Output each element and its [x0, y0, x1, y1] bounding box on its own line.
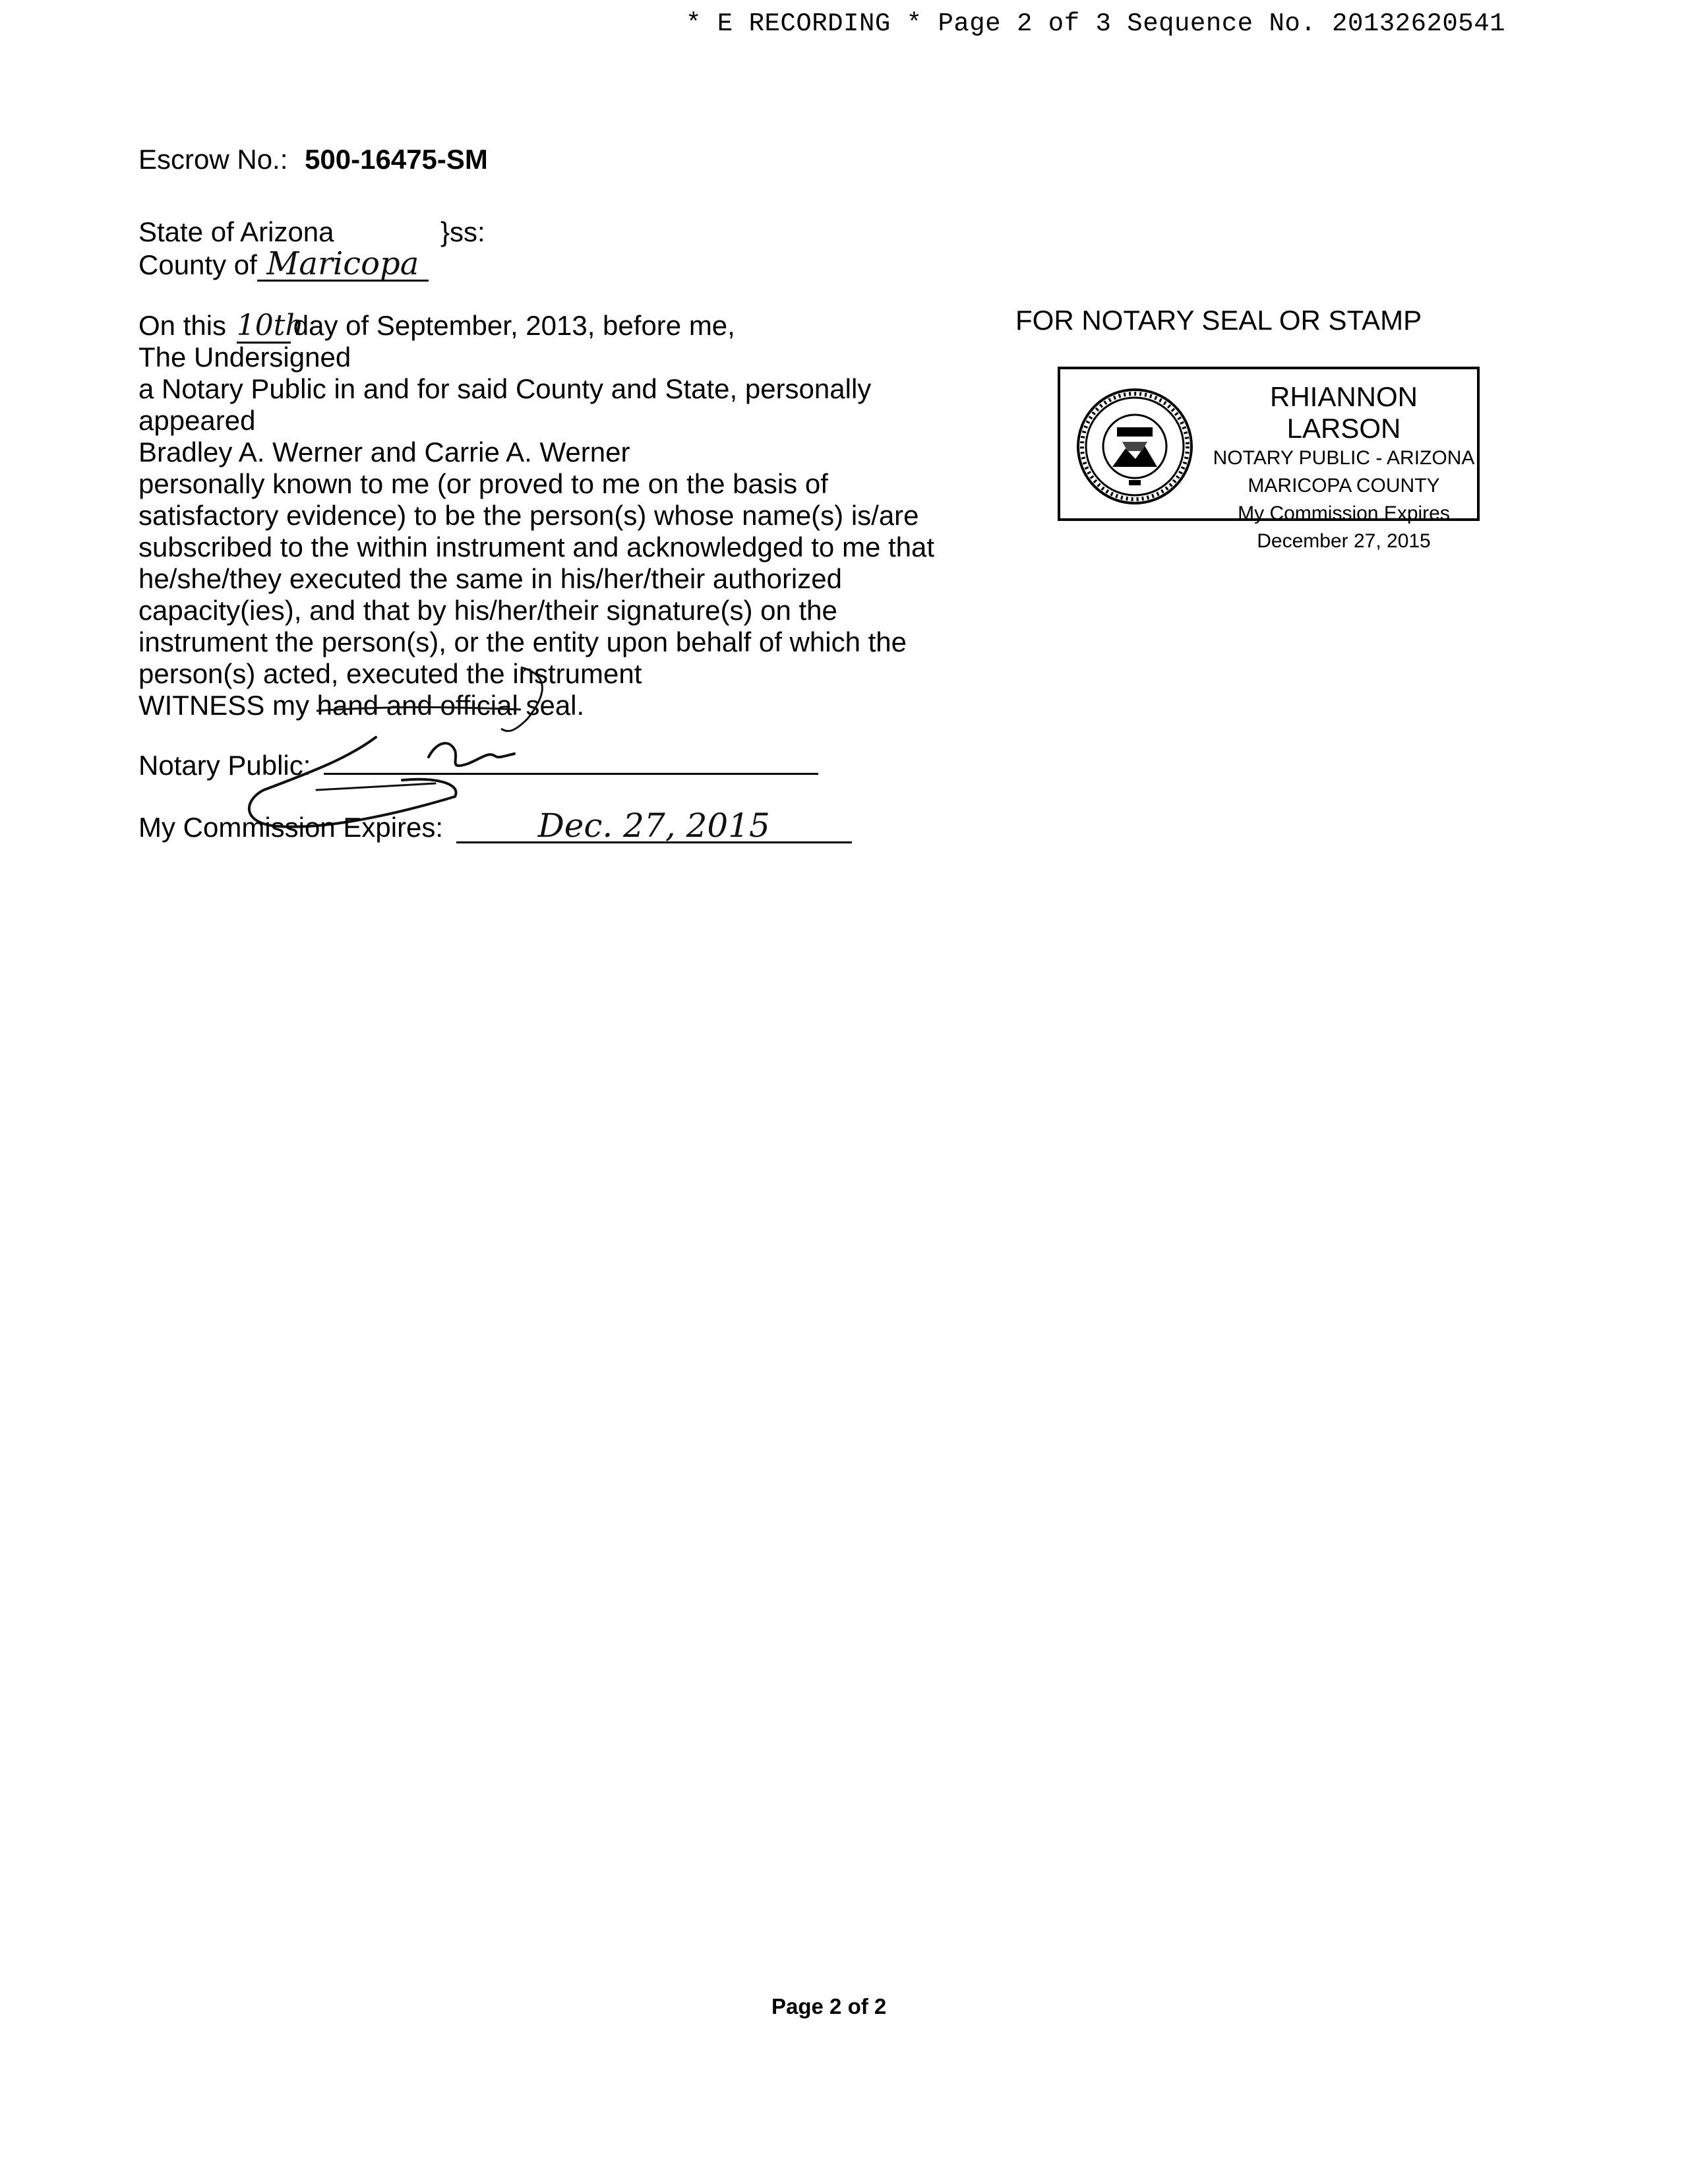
- commission-expires-handwritten: Dec. 27, 2015: [456, 810, 852, 843]
- notary-public-label: Notary Public:: [138, 750, 311, 781]
- stamp-expiry: December 27, 2015: [1257, 530, 1431, 552]
- stamp-text-block: [1212, 381, 1476, 555]
- ss-label: }ss:: [440, 216, 485, 247]
- county-line: [138, 245, 429, 282]
- day-line: [138, 310, 735, 344]
- ack-line-5: personally known to me (or proved to me on the basis of: [138, 468, 828, 499]
- ack-line-10: instrument the person(s), or the entity upon behalf of which the: [138, 626, 907, 657]
- stamp-title: NOTARY PUBLIC - ARIZONA: [1213, 447, 1475, 469]
- page-footer: Page 2 of 2: [771, 1994, 887, 2018]
- notary-stamp: [1058, 367, 1480, 552]
- ack-line-11: person(s) acted, executed the instrument: [138, 658, 642, 689]
- witness-strike-mark: [310, 659, 587, 739]
- ack-line-7: subscribed to the within instrument and acknowledged to me that: [138, 531, 935, 562]
- recording-header: * E RECORDING * Page 2 of 3 Sequence No. 20132620541: [686, 9, 1505, 38]
- state-label: State of Arizona: [138, 216, 334, 247]
- ack-line-3: appeared: [138, 405, 256, 436]
- ack-line-9: capacity(ies), and that by his/her/their signature(s) on the: [138, 595, 837, 626]
- stamp-name: RHIANNON LARSON: [1269, 381, 1418, 444]
- ack-line-1: The Undersigned: [138, 342, 351, 373]
- seal-heading: FOR NOTARY SEAL OR STAMP: [1015, 305, 1422, 336]
- on-this-label: On this: [138, 310, 227, 341]
- escrow-line: [138, 144, 488, 175]
- state-seal-icon: [1076, 388, 1193, 505]
- stamp-commission: My Commission Expires: [1238, 502, 1450, 524]
- state-line: [138, 216, 485, 248]
- county-label: County of: [138, 249, 257, 280]
- commission-expires-line: [138, 806, 852, 845]
- escrow-label: Escrow No.:: [138, 144, 288, 175]
- county-handwritten: Maricopa: [257, 248, 429, 282]
- ack-line-12: WITNESS my hand and official seal.: [138, 690, 585, 721]
- day-handwritten: 10th: [236, 309, 304, 342]
- ack-line-8: he/she/they executed the same in his/her/their authorized: [138, 563, 842, 594]
- ack-line-6: satisfactory evidence) to be the person(s) whose name(s) is/are: [138, 500, 919, 531]
- stamp-county: MARICOPA COUNTY: [1248, 475, 1440, 497]
- ack-line-4: Bradley A. Werner and Carrie A. Werner: [138, 437, 630, 468]
- escrow-number: 500-16475-SM: [305, 144, 488, 175]
- commission-expires-label: My Commission Expires:: [138, 812, 444, 843]
- ack-line-2: a Notary Public in and for said County and State, personally: [138, 373, 872, 404]
- day-rest-label: day of September, 2013, before me,: [293, 310, 735, 341]
